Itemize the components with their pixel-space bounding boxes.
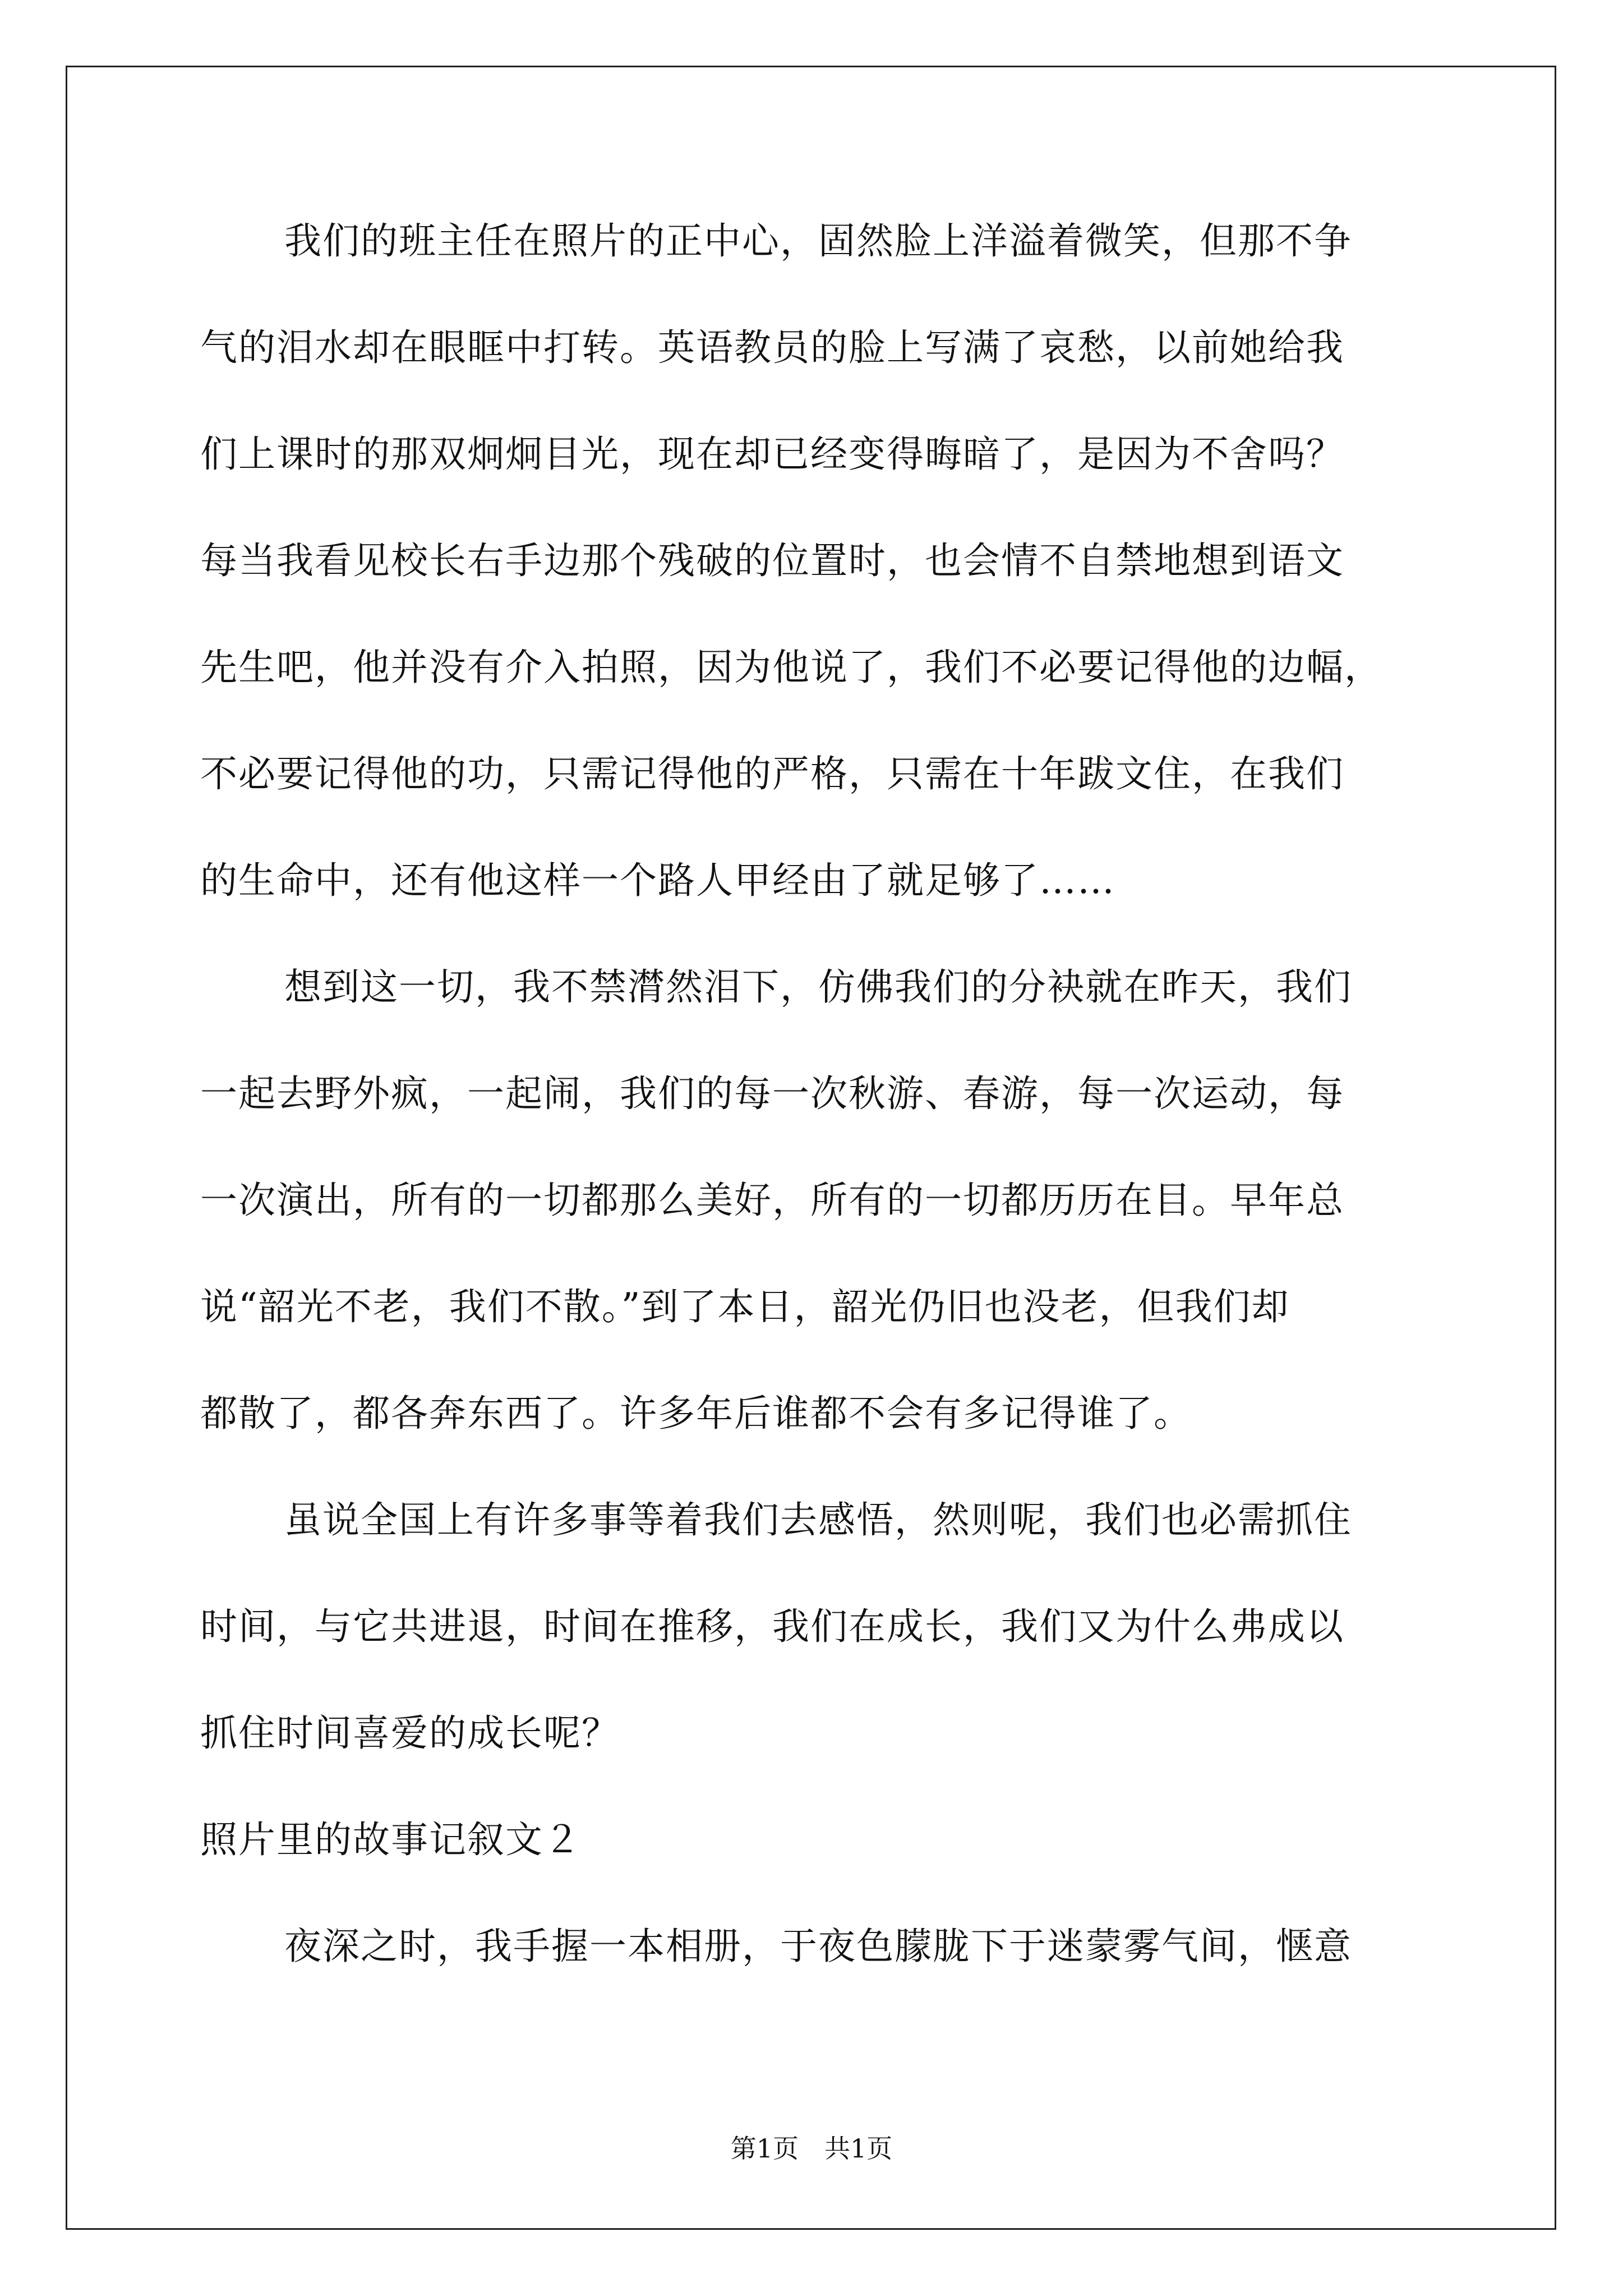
page-footer: 第1页 共1页 bbox=[730, 2133, 893, 2164]
paragraph-line: 夜深之时，我手握一本相册，于夜色朦胧下于迷蒙雾气间，惬意 bbox=[284, 1925, 1352, 1968]
paragraph-line: 都散了，都各奔东西了。许多年后谁都不会有多记得谁了。 bbox=[200, 1392, 1192, 1435]
paragraph-line: 说“韶光不老，我们不散。”到了本日，韶光仍旧也没老，但我们却 bbox=[200, 1285, 1290, 1328]
paragraph-line: 不必要记得他的功，只需记得他的严格，只需在十年跋文住，在我们 bbox=[200, 752, 1344, 795]
paragraph-line: 每当我看见校长右手边那个残破的位置时，也会情不自禁地想到语文 bbox=[200, 539, 1344, 582]
paragraph-line: 气的泪水却在眼眶中打转。英语教员的脸上写满了哀愁，以前她给我 bbox=[200, 326, 1344, 369]
paragraph-line: 抓住时间喜爱的成长呢？ bbox=[200, 1711, 620, 1755]
section-heading: 照片里的故事记叙文２ bbox=[200, 1818, 582, 1861]
paragraph-line: 的生命中，还有他这样一个路人甲经由了就足够了…… bbox=[200, 859, 1115, 902]
paragraph-line: 时间，与它共进退，时间在推移，我们在成长，我们又为什么弗成以 bbox=[200, 1605, 1344, 1648]
document-body bbox=[200, 213, 1434, 2025]
paragraph-line: 先生吧，他并没有介入拍照，因为他说了，我们不必要记得他的边幅， bbox=[200, 646, 1382, 689]
paragraph-line: 虽说全国上有许多事等着我们去感悟，然则呢，我们也必需抓住 bbox=[284, 1498, 1352, 1542]
paragraph-line: 们上课时的那双炯炯目光，现在却已经变得晦暗了，是因为不舍吗？ bbox=[200, 432, 1344, 476]
paragraph-line: 我们的班主任在照片的正中心，固然脸上洋溢着微笑，但那不争 bbox=[284, 219, 1352, 263]
paragraph-line: 一次演出，所有的一切都那么美好，所有的一切都历历在目。早年总 bbox=[200, 1179, 1344, 1222]
paragraph-line: 一起去野外疯，一起闹，我们的每一次秋游、春游，每一次运动，每 bbox=[200, 1072, 1344, 1115]
paragraph-line: 想到这一切，我不禁潸然泪下，仿佛我们的分袂就在昨天，我们 bbox=[284, 965, 1352, 1009]
